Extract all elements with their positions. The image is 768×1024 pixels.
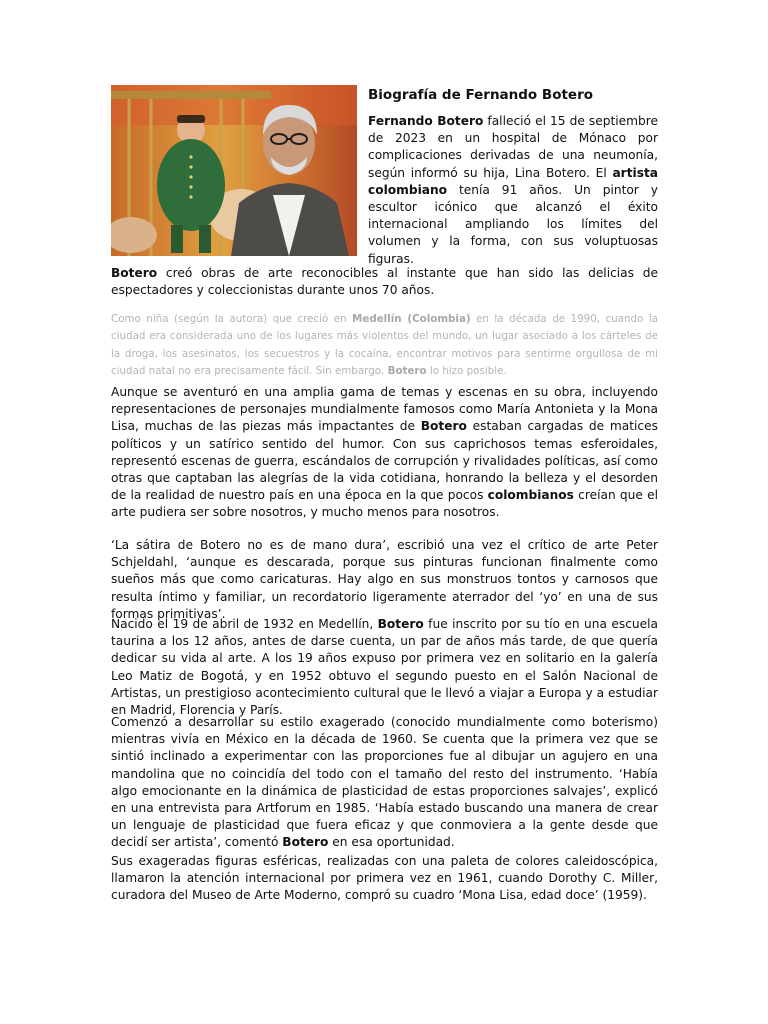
bold-text: Fernando Botero [368, 114, 484, 128]
text-run: estaban cargadas de matices políticos y un satírico sentido del humor. Con sus caprichosos temas esferoidales, representó escenas de guerra, escándalos de corrupción y rivalidades políticas, así como otras que captaban las alegrías de la vida cotidiana, honrando la belleza y el desorden de la realidad de nuestro país en una época en la que pocos [111, 419, 658, 503]
text-run: tenía 91 años. Un pintor y escultor icónico que alcanzó el éxito internacional ampliando los límites del volumen y la forma, con sus voluptuosas figuras. [368, 182, 658, 266]
bold-text: colombianos [487, 488, 574, 503]
paragraph [111, 384, 658, 522]
bold-text: Botero [420, 419, 467, 434]
paragraph [368, 113, 658, 268]
text-run: en la década de 1990, cuando la ciudad era considerada uno de los lugares más violentos del mundo, un lugar asociado a los cárteles de la droga, los asesinatos, los secuestros y la cocaína, encontrar motivos para sentirme orgullosa de mi ciudad natal no era precisamente fácil. Sin embargo, [111, 313, 658, 377]
bold-text: artista colombiano [368, 165, 658, 197]
bold-text: Botero [377, 617, 424, 631]
text-run: Sus exageradas figuras esféricas, realizadas con una paleta de colores caleidoscópica, llamaron la atención internacional por primera vez en 1961, cuando Dorothy C. Miller, curadora del Museo de Arte Moderno, compró su cuadro ‘Mona Lisa, edad doce’ (1959). [111, 854, 658, 903]
text-run: fue inscrito por su tío en una escuela taurina a los 12 años, antes de darse cuenta, un par de años más tarde, de que quería dedicar su vida al arte. A los 19 años expuso por primera vez en solitario en la galería Leo Matiz de Bogotá, y en 1952 obtuvo el segundo puesto en el Salón Nacional de Artistas, un prestigioso acontecimiento cultural que le llevó a viajar a Europa y a estudiar en Madrid, Florencia y París. [111, 617, 658, 718]
quote-paragraph [111, 311, 658, 380]
page-title: Biografía de Fernando Botero [368, 87, 594, 103]
bold-text: Botero [111, 266, 158, 280]
bold-text: Medellín (Colombia) [352, 313, 471, 325]
text-run: Comenzó a desarrollar su estilo exagerado (conocido mundialmente como boterismo) mientras vivía en México en la década de 1960. Se cuenta que la primera vez que se sintió inclinado a experimentar con las proporciones fue al dibujar un agujero en una mandolina que no coincidía del todo con el tamaño del resto del instrumento. ‘Había algo emocionante en la dinámica de plasticidad de estas proporciones salvajes’, explicó en una entrevista para Artforum en 1985. ‘Había estado buscando una manera de crear un lenguaje de plasticidad que fuera eficaz y que conmoviera a la gente desde que decidí ser artista’, comentó [111, 715, 658, 850]
paragraph [111, 616, 658, 719]
paragraph [111, 537, 658, 623]
bold-text: Botero [387, 364, 427, 377]
text-run: falleció el 15 de septiembre de 2023 en un hospital de Mónaco por complicaciones derivadas de una neumonía, según informó su hija, Lina Botero. El [368, 114, 658, 180]
paragraph [111, 853, 658, 905]
text-run: Como niña (según la autora) que creció en [111, 313, 353, 325]
paragraph [111, 714, 658, 852]
text-run: creían que el arte pudiera ser sobre nosotros, y mucho menos para nosotros. [111, 488, 658, 520]
text-run: Aunque se aventuró en una amplia gama de temas y escenas en su obra, incluyendo representaciones de personajes mundialmente famosos como María Antonieta y la Mona Lisa, muchas de las piezas más impactantes de [111, 385, 658, 434]
text-run: lo hizo posible. [426, 364, 507, 377]
portrait-photo [111, 85, 357, 256]
text-run: creó obras de arte reconocibles al instante que han sido las delicias de espectadores y coleccionistas durante unos 70 años. [111, 266, 658, 298]
text-run: ‘La sátira de Botero no es de mano dura’, escribió una vez el crítico de arte Peter Schjeldahl, ‘aunque es descarada, porque sus pinturas funcionan finalmente como sueños más que como caricaturas. Hay algo en sus monstruos tontos y carnosos que resulta íntimo y familiar, un recordatorio ligeramente aterrador del ‘yo’ en una de sus formas primitivas’. [111, 538, 658, 621]
text-run: en esa oportunidad. [328, 835, 455, 850]
text-run: Nacido el 19 de abril de 1932 en Medellín, [111, 617, 378, 631]
paragraph [111, 265, 658, 299]
bold-text: Botero [282, 835, 329, 850]
